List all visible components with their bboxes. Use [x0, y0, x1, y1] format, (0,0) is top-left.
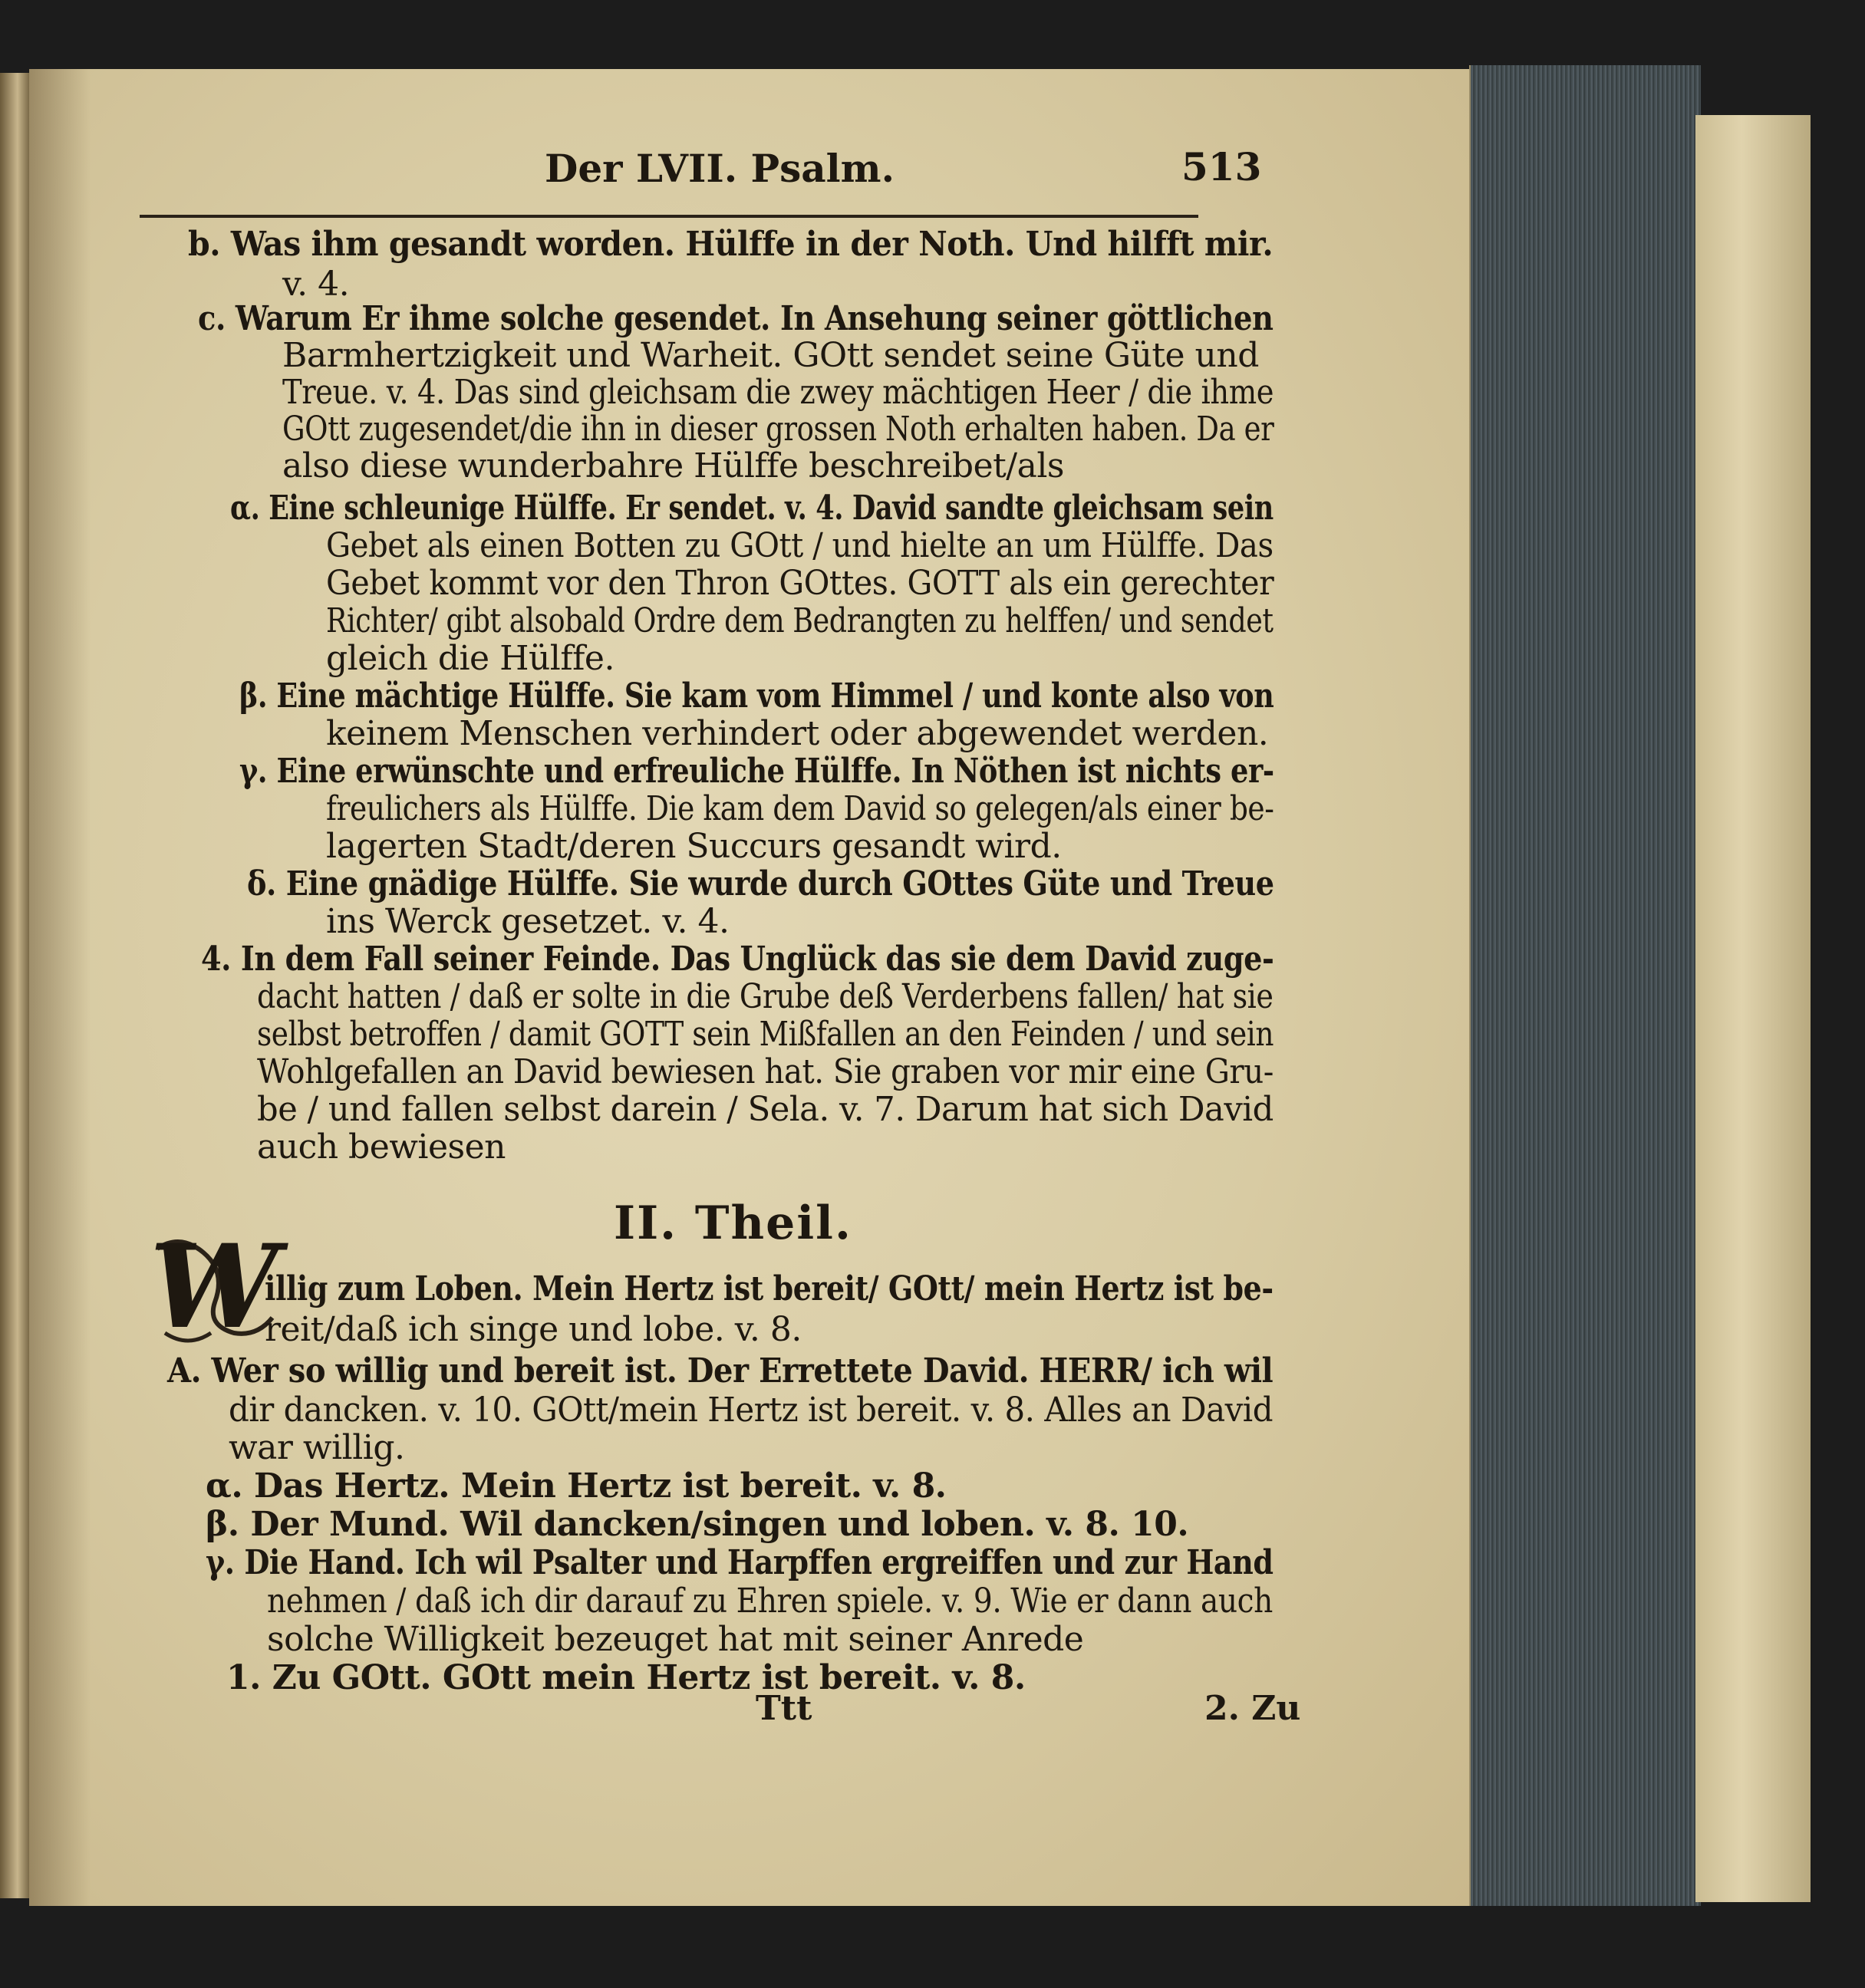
text-line: gleich die Hülffe.	[326, 639, 615, 678]
dropcap-letter: W	[150, 1219, 279, 1354]
text-line: be / und fallen selbst darein / Sela. v. 7. Darum hat sich David	[257, 1090, 1274, 1129]
text-line: ins Werck gesetzet. v. 4.	[326, 902, 730, 941]
text-line: β. Der Mund. Wil dancken/singen und loben. v. 8. 10.	[206, 1505, 1189, 1544]
text-line: β. Eine mächtige Hülffe. Sie kam vom Himmel / und konte also von	[239, 676, 1274, 716]
decorative-initial	[150, 1219, 280, 1354]
text-line: Gebet als einen Botten zu GOtt / und hielte an um Hülffe. Das	[326, 526, 1274, 565]
running-head-title: Der LVII. Psalm.	[545, 146, 895, 191]
text-line: α. Eine schleunige Hülffe. Er sendet. v. 4. David sandte gleichsam sein	[230, 489, 1274, 528]
left-page-edge	[0, 73, 29, 1898]
text-line: illig zum Loben. Mein Hertz ist bereit/ GOtt/ mein Hertz ist be-	[265, 1269, 1274, 1308]
header-rule	[140, 215, 1198, 218]
text-line: Wohlgefallen an David bewiesen hat. Sie graben vor mir eine Gru-	[257, 1052, 1274, 1091]
text-line: lagerten Stadt/deren Succurs gesandt wird.	[326, 827, 1062, 866]
text-line: α. Das Hertz. Mein Hertz ist bereit. v. 8.	[206, 1466, 947, 1506]
catchword: 2. Zu	[1204, 1689, 1301, 1728]
text-line: dir dancken. v. 10. GOtt/mein Hertz ist bereit. v. 8. Alles an David	[229, 1391, 1274, 1430]
text-line: war willig.	[229, 1428, 405, 1467]
text-line: δ. Eine gnädige Hülffe. Sie wurde durch GOttes Güte und Treue	[247, 864, 1274, 903]
text-line: Richter/ gibt alsobald Ordre dem Bedrangten zu helffen/ und sendet	[326, 601, 1274, 640]
page-number: 513	[1181, 144, 1262, 189]
text-line: γ. Eine erwünschte und erfreuliche Hülffe. In Nöthen ist nichts er-	[239, 752, 1274, 791]
text-line: v. 4.	[282, 265, 350, 304]
page-gutter-shadow	[29, 69, 91, 1906]
text-line: Gebet kommt vor den Thron GOttes. GOTT als ein gerechter	[326, 564, 1274, 603]
text-line: auch bewiesen	[257, 1127, 506, 1167]
text-line: also diese wunderbahre Hülffe beschreibet/als	[282, 446, 1064, 485]
text-line: 1. Zu GOtt. GOtt mein Hertz ist bereit. v. 8.	[226, 1658, 1026, 1697]
text-line: solche Willigkeit bezeuget hat mit seiner Anrede	[267, 1620, 1084, 1659]
text-line: 4. In dem Fall seiner Feinde. Das Unglück das sie dem David zuge-	[201, 940, 1274, 979]
section-heading: II. Theil.	[614, 1196, 852, 1250]
text-line: A. Wer so willig und bereit ist. Der Errettete David. HERR/ ich wil	[167, 1351, 1274, 1391]
text-line: dacht hatten / daß er solte in die Grube deß Verderbens fallen/ hat sie	[257, 977, 1274, 1016]
text-line: freulichers als Hülffe. Die kam dem David so gelegen/als einer be-	[326, 789, 1274, 828]
text-line: GOtt zugesendet/die ihn in dieser grossen Noth erhalten haben. Da er	[282, 410, 1274, 449]
text-line: b. Was ihm gesandt worden. Hülffe in der Noth. Und hilfft mir.	[188, 225, 1274, 264]
text-line: c. Warum Er ihme solche gesendet. In Ansehung seiner göttlichen	[198, 299, 1274, 338]
page-fore-edge	[1469, 65, 1701, 1906]
book-cover-edge	[1695, 115, 1811, 1902]
text-line: selbst betroffen / damit GOTT sein Mißfallen an den Feinden / und sein	[257, 1015, 1274, 1054]
text-line: nehmen / daß ich dir darauf zu Ehren spiele. v. 9. Wie er dann auch	[267, 1582, 1273, 1621]
text-line: reit/daß ich singe und lobe. v. 8.	[265, 1310, 802, 1349]
text-line: keinem Menschen verhindert oder abgewendet werden.	[326, 714, 1269, 753]
text-line: Treue. v. 4. Das sind gleichsam die zwey mächtigen Heer / die ihme	[282, 373, 1274, 412]
text-line: Barmhertzigkeit und Warheit. GOtt sendet seine Güte und	[282, 336, 1259, 375]
text-line: γ. Die Hand. Ich wil Psalter und Harpffen ergreiffen und zur Hand	[206, 1543, 1274, 1582]
signature-mark: Ttt	[756, 1689, 812, 1728]
